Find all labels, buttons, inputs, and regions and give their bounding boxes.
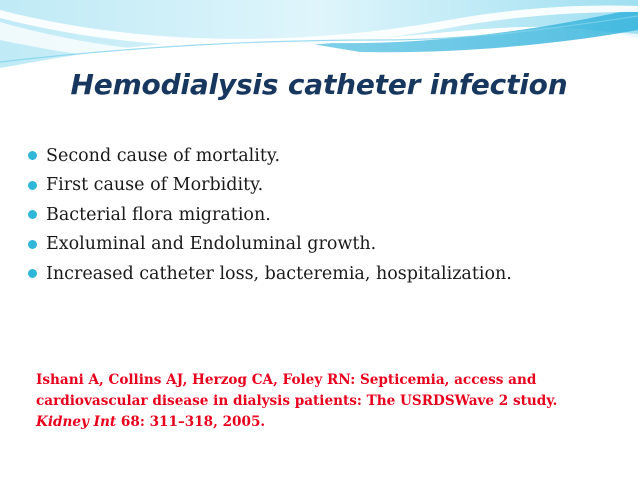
bullet-dot-icon bbox=[28, 181, 37, 190]
bullet-item bbox=[28, 141, 512, 171]
bullet-dot-icon bbox=[28, 269, 37, 278]
bullet-dot-icon bbox=[28, 240, 37, 249]
bullet-item bbox=[28, 200, 512, 230]
slide-title: Hemodialysis catheter infection bbox=[70, 68, 568, 101]
journal-citation: 68: 311–318, 2005. bbox=[116, 414, 266, 430]
bullet-dot-icon bbox=[28, 151, 37, 160]
bullet-text: Increased catheter loss, bacteremia, hospitalization. bbox=[46, 263, 512, 284]
bullet-item bbox=[28, 259, 512, 289]
reference-line: cardiovascular disease in dialysis patients: The USRDSWave 2 study. bbox=[36, 393, 558, 409]
bullet-dot-icon bbox=[28, 210, 37, 219]
reference-citation bbox=[36, 370, 626, 433]
bullet-item bbox=[28, 230, 512, 260]
bullet-text: Exoluminal and Endoluminal growth. bbox=[46, 234, 377, 255]
reference-line: Ishani A, Collins AJ, Herzog CA, Foley RN: Septicemia, access and bbox=[36, 372, 537, 388]
bullet-text: Bacterial flora migration. bbox=[46, 204, 271, 225]
journal-name: Kidney Int bbox=[36, 414, 117, 430]
bullet-item bbox=[28, 171, 512, 201]
bullet-text: Second cause of mortality. bbox=[46, 145, 281, 166]
reference-line bbox=[36, 412, 626, 433]
bullet-text: First cause of Morbidity. bbox=[46, 175, 264, 196]
bullet-list bbox=[28, 141, 512, 289]
